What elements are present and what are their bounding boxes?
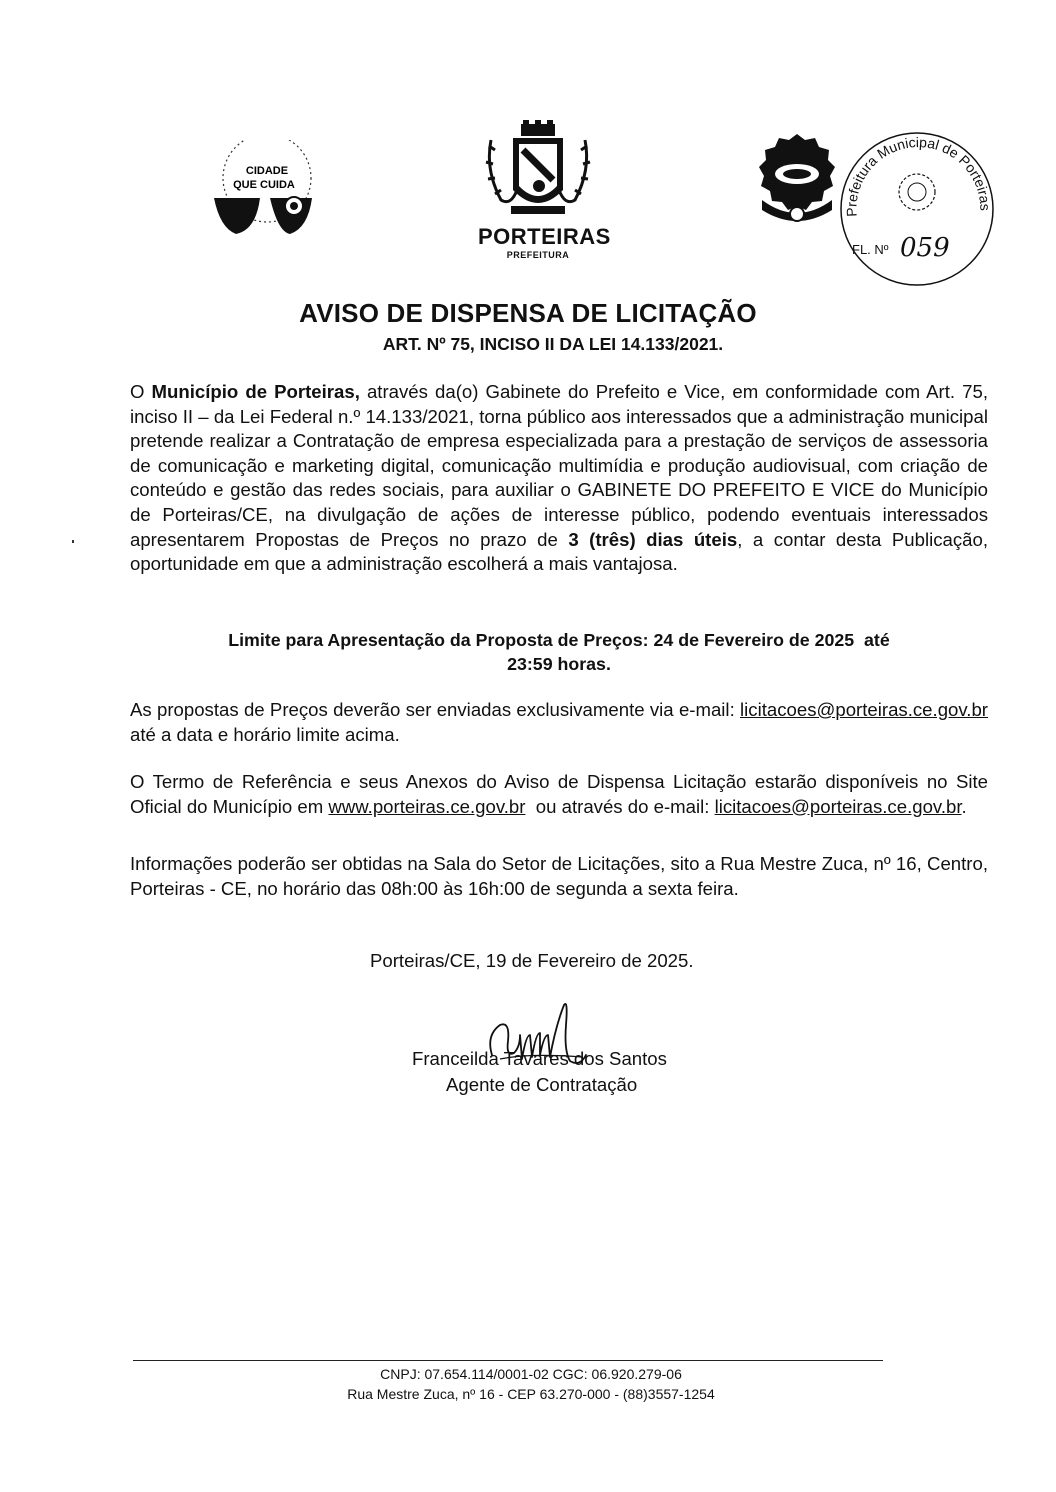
document-subtitle: ART. Nº 75, INCISO II DA LEI 14.133/2021. [382,334,724,354]
signer-name: Franceilda Tavares dos Santos [412,1048,667,1069]
deadline-line-1: Limite para Apresentação da Proposta de Preços: 24 de Fevereiro de 2025 até [228,630,890,650]
logo-subtitle: PREFEITURA [506,250,570,260]
paragraph-notice [130,380,988,577]
cidade-que-cuida-logo [212,140,322,240]
email-link-2[interactable]: licitacoes@porteiras.ce.gov.br [714,795,962,817]
logo-name: PORTEIRAS [478,224,611,249]
city-date: Porteiras/CE, 19 de Fevereiro de 2025. [370,950,694,971]
porteiras-crest-logo [478,120,611,260]
footer-divider [133,1360,883,1361]
footer-address: Rua Mestre Zuca, nº 16 - CEP 63.270-000 - (88)3557-1254 [347,1386,715,1402]
stamp-folio-label: FL. Nº [852,242,889,257]
p1-text-c: , a contar desta Publicação, oportunidade em que a administração escolherá a mais vantajosa. [130,528,989,575]
logo-text-que-cuida: QUE CUIDA [233,179,295,191]
coat-of-arms-icon [483,120,593,220]
p2-text-b: até a data e horário limite acima. [130,723,400,745]
stamp-text: Prefeitura Municipal de Porteiras [843,133,994,218]
p3-text-b: ou através do e-mail: [525,795,715,817]
website-link[interactable]: www.porteiras.ce.gov.br [328,795,526,817]
p3-text-a: O Termo de Referência e seus Anexos do Aviso de Dispensa Licitação estarão disponíveis no Site Oficial do Município em [130,771,988,817]
paragraph-information: Informações poderão ser obtidas na Sala do Setor de Licitações, sito a Rua Mestre Zuca, nº 16, Centro, Porteiras - CE, no horário das 08h:00 às 16h:00 de segunda a sexta feira. [130,853,988,899]
paragraph-submission [130,698,988,747]
signer-role: Agente de Contratação [446,1074,638,1095]
document-title: AVISO DE DISPENSA DE LICITAÇÃO [299,298,757,328]
p1-text-b: através da(o) Gabinete do Prefeito e Vice, em conformidade com Art. 75, inciso II – da Lei Federal n.º 14.133/2021, torna público aos interessados que a administração municipal pretende realizar a Contratação de empresa especializada para a prestação de serviços de assessoria de comunicação e marketing digital, comunicação multimídia e produção audiovisual, com criação de conteúdo e gestão das redes sociais, para auxiliar o GABINETE DO PREFEITO E VICE do Município de Porteiras/CE, na divulgação de ações de interesse público, podendo eventuais interessados apresentarem Propostas de Preços no prazo de [130,381,988,550]
email-link[interactable]: licitacoes@porteiras.ce.gov.br [740,699,988,720]
p2-text-a: As propostas de Preços deverão ser enviadas exclusivamente via e-mail: [130,699,741,720]
deadline-notice [130,628,988,676]
p1-text-a: O [130,381,152,402]
deadline-line-2: 23:59 horas. [507,654,611,674]
paragraph-reference-terms [130,770,988,819]
p3-text-c: . [961,795,967,817]
p1-deadline-days: 3 (três) dias úteis [568,528,738,550]
svg-text:Prefeitura Municipal de Portei [843,134,993,217]
municipal-stamp [838,130,996,288]
scan-mark [72,540,74,543]
municipal-badge-logo [752,130,842,230]
footer-registration: CNPJ: 07.654.114/0001-02 CGC: 06.920.279-06 [380,1366,682,1382]
stamp-folio-number: 059 [900,233,950,263]
logo-text-cidade: CIDADE [245,165,289,177]
handwritten-signature [470,995,610,1085]
p1-municipality: Município de Porteiras, [151,381,360,402]
